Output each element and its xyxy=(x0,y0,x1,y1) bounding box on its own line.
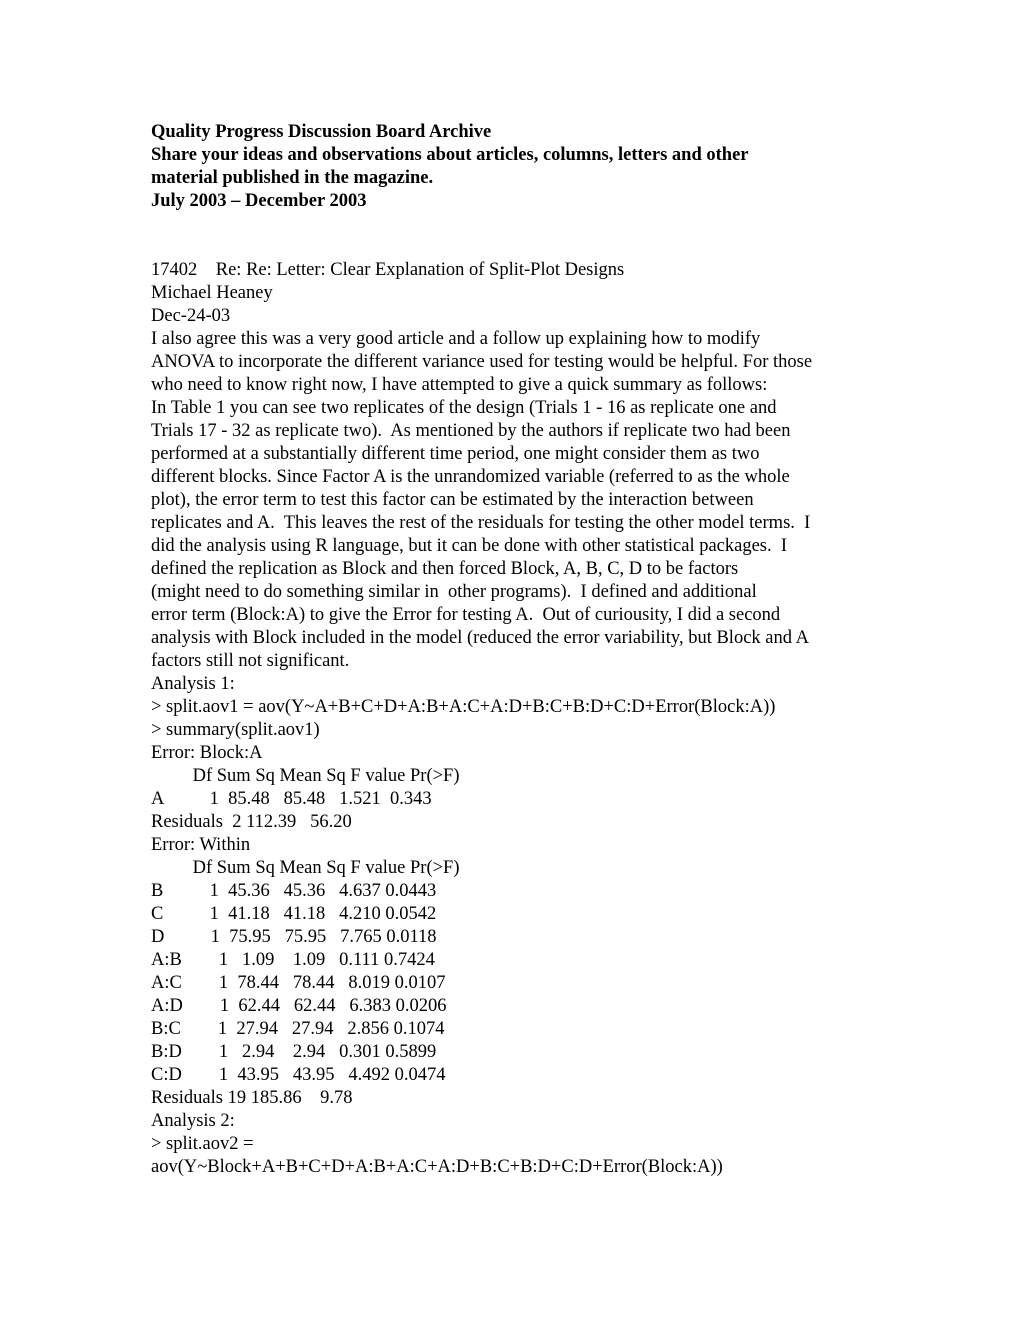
analysis-heading: Analysis 1: xyxy=(151,674,235,694)
anova-table-row: C:D 1 43.95 43.95 4.492 0.0474 xyxy=(151,1065,446,1085)
archive-title: Quality Progress Discussion Board Archive xyxy=(151,122,492,142)
anova-table-row: B:D 1 2.94 2.94 0.301 0.5899 xyxy=(151,1042,437,1062)
anova-table-row: D 1 75.95 75.95 7.765 0.0118 xyxy=(151,927,437,947)
code-line: > split.aov1 = aov(Y~A+B+C+D+A:B+A:C+A:D+B:C+B:D+C:D+Error(Block:A)) xyxy=(151,697,776,717)
post-body-line: plot), the error term to test this factor can be estimated by the interaction between xyxy=(151,490,754,510)
anova-table-header: Df Sum Sq Mean Sq F value Pr(>F) xyxy=(151,766,460,786)
post-body-line: In Table 1 you can see two replicates of the design (Trials 1 - 16 as replicate one and xyxy=(151,398,777,418)
post-body-line: (might need to do something similar in other programs). I defined and additional xyxy=(151,582,757,602)
post-body-line: analysis with Block included in the model (reduced the error variability, but Block and A xyxy=(151,628,809,648)
post-body-line: performed at a substantially different time period, one might consider them as two xyxy=(151,444,760,464)
post-body-line: who need to know right now, I have attempted to give a quick summary as follows: xyxy=(151,375,768,395)
analysis-heading: Analysis 2: xyxy=(151,1111,235,1131)
anova-table-row: A:B 1 1.09 1.09 0.111 0.7424 xyxy=(151,950,435,970)
anova-table-row: B:C 1 27.94 27.94 2.856 0.1074 xyxy=(151,1019,445,1039)
anova-table-row: A 1 85.48 85.48 1.521 0.343 xyxy=(151,789,432,809)
archive-subtitle-line-2: material published in the magazine. xyxy=(151,168,434,188)
anova-table-row: Residuals 19 185.86 9.78 xyxy=(151,1088,353,1108)
anova-table-row: A:C 1 78.44 78.44 8.019 0.0107 xyxy=(151,973,446,993)
post-body-line: ANOVA to incorporate the different variance used for testing would be helpful. For those xyxy=(151,352,813,372)
archive-date-range: July 2003 – December 2003 xyxy=(151,191,367,211)
error-stratum-heading: Error: Within xyxy=(151,835,251,855)
post-author: Michael Heaney xyxy=(151,283,273,303)
post-body-line: factors still not significant. xyxy=(151,651,350,671)
anova-table-row: A:D 1 62.44 62.44 6.383 0.0206 xyxy=(151,996,447,1016)
post-body-line: replicates and A. This leaves the rest of the residuals for testing the other model terms. I xyxy=(151,513,811,533)
error-stratum-heading: Error: Block:A xyxy=(151,743,263,763)
post-body-line: Trials 17 - 32 as replicate two). As mentioned by the authors if replicate two had been xyxy=(151,421,791,441)
post-body-line: error term (Block:A) to give the Error for testing A. Out of curiousity, I did a second xyxy=(151,605,781,625)
anova-table-row: B 1 45.36 45.36 4.637 0.0443 xyxy=(151,881,437,901)
post-id-title: 17402 Re: Re: Letter: Clear Explanation of Split-Plot Designs xyxy=(151,260,625,280)
anova-table-row: Residuals 2 112.39 56.20 xyxy=(151,812,352,832)
code-line: > summary(split.aov1) xyxy=(151,720,320,740)
post-body-line: did the analysis using R language, but it can be done with other statistical packages. I xyxy=(151,536,788,556)
post-body-line: defined the replication as Block and then forced Block, A, B, C, D to be factors xyxy=(151,559,739,579)
post-body-line: different blocks. Since Factor A is the unrandomized variable (referred to as the whole xyxy=(151,467,790,487)
anova-table-header: Df Sum Sq Mean Sq F value Pr(>F) xyxy=(151,858,460,878)
anova-table-row: C 1 41.18 41.18 4.210 0.0542 xyxy=(151,904,437,924)
archive-subtitle-line-1: Share your ideas and observations about articles, columns, letters and other xyxy=(151,145,749,165)
code-line: aov(Y~Block+A+B+C+D+A:B+A:C+A:D+B:C+B:D+C:D+Error(Block:A)) xyxy=(151,1157,723,1177)
code-line: > split.aov2 = xyxy=(151,1134,254,1154)
post-body-line: I also agree this was a very good article and a follow up explaining how to modify xyxy=(151,329,761,349)
post-date: Dec-24-03 xyxy=(151,306,231,326)
